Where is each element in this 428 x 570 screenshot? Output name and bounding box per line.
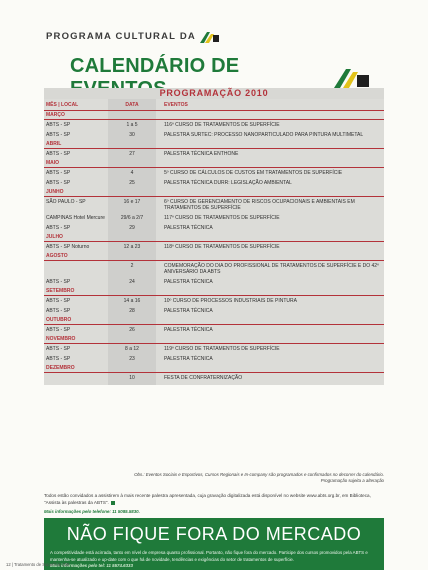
row-local: ABTS - SP — [46, 346, 71, 352]
phone-info: Mais informações pelo telefone: 11 5085.5830. — [44, 509, 140, 514]
row-event: PALESTRA TÉCNICA — [164, 225, 213, 231]
month-heading: MARÇO — [44, 111, 384, 120]
row-event: 10º CURSO DE PROCESSOS INDUSTRIAIS DE PINTURA — [164, 298, 297, 304]
month-heading: SETEMBRO — [44, 287, 384, 296]
row-local: ABTS - SP Noturno — [46, 244, 90, 250]
invite-body: Todos estão convidados a assistirem à mais recente palestra apresentada, cuja gravação digitalizada está disponível no website www.abts.org.br, em Biblioteca, "Assista às palestras da ABTS". — [44, 493, 371, 505]
row-date: 28 — [129, 308, 135, 314]
promo-box — [44, 518, 384, 570]
row-local: ABTS - SP — [46, 180, 71, 186]
promo-phone: Mais informações pelo tel: 11 5574.6333 — [50, 563, 133, 568]
month-heading: AGOSTO — [44, 252, 384, 261]
program-header — [46, 30, 220, 42]
page-footer: 12 | Tratamento de Superfície 159 — [6, 562, 70, 567]
month-heading: NOVEMBRO — [44, 335, 384, 344]
row-local: ABTS - SP — [46, 170, 71, 176]
col-header-local: MÊS | LOCAL — [46, 101, 79, 108]
row-local: ABTS - SP — [46, 327, 71, 333]
row-local: ABTS - SP — [46, 122, 71, 128]
row-date: 16 e 17 — [123, 199, 141, 205]
row-event: PALESTRA TÉCNICA — [164, 327, 213, 333]
month-heading: DEZEMBRO — [44, 364, 384, 373]
table-row — [44, 261, 384, 277]
table-row — [44, 242, 384, 252]
row-event: PALESTRA TÉCNICA — [164, 356, 213, 362]
row-date: 12 a 23 — [123, 244, 141, 250]
row-event: FESTA DE CONFRATERNIZAÇÃO — [164, 375, 243, 381]
month-heading: ABRIL — [44, 140, 384, 149]
month-heading: MAIO — [44, 159, 384, 168]
row-date: 25 — [129, 180, 135, 186]
row-event: 6º CURSO DE GERENCIAMENTO DE RISCOS OCUPACIONAIS E AMBIENTAIS EM TRATAMENTOS DE SUPERFÍCIE — [164, 199, 355, 211]
row-event: PALESTRA TÉCNICA — [164, 279, 213, 285]
program-label: PROGRAMA CULTURAL DA — [46, 30, 196, 42]
abts-logo-icon — [334, 68, 370, 88]
table-row — [44, 197, 384, 213]
row-local: SÃO PAULO - SP — [46, 199, 86, 205]
row-event: 116º CURSO DE TRATAMENTOS DE SUPERFÍCIE — [164, 122, 280, 128]
table-row — [44, 325, 384, 335]
table-row — [44, 149, 384, 159]
table-row — [44, 277, 384, 287]
row-event: PALESTRA TÉCNICA ENTHONE — [164, 151, 239, 157]
col-header-date: DATA — [125, 101, 139, 108]
row-date: 23 — [129, 356, 135, 362]
table-row — [44, 223, 384, 233]
row-date: 4 — [130, 170, 134, 176]
row-date: 2 — [130, 263, 134, 269]
table-row — [44, 213, 384, 223]
row-local: ABTS - SP — [46, 298, 71, 304]
table-row — [44, 344, 384, 354]
table-row — [44, 168, 384, 178]
table-row — [44, 296, 384, 306]
table-header — [44, 99, 384, 111]
row-date: 8 a 12 — [125, 346, 139, 352]
notes — [44, 472, 384, 484]
promo-body: A competitividade está acirrada, tanto em nível de empresa quanto profissional. Portanto, não fique fora do mercado. Participe dos cursos promovidos pela ABTS e mantenha-se atualizado e up-date com o que há de novidade, tendências e exigências do setor de tratamentos de superfície. — [50, 550, 368, 562]
row-date: 27 — [129, 151, 135, 157]
row-local: ABTS - SP — [46, 356, 71, 362]
abts-logo-icon — [200, 30, 220, 42]
row-date: 29 — [129, 225, 135, 231]
table-row — [44, 178, 384, 188]
table-row — [44, 354, 384, 364]
row-local: ABTS - SP — [46, 225, 71, 231]
row-event: PALESTRA TÉCNICA — [164, 308, 213, 314]
table-row — [44, 306, 384, 316]
row-local: ABTS - SP — [46, 151, 71, 157]
program-title: PROGRAMAÇÃO 2010 — [44, 88, 384, 99]
month-heading: OUTUBRO — [44, 316, 384, 325]
row-date: 10 — [129, 375, 135, 381]
row-local: CAMPINAS Hotel Mercure — [46, 215, 105, 221]
table-body — [44, 99, 384, 385]
row-event: PALESTRA SURTEC: PROCESSO NANOPARTICULADO PARA PINTURA MULTIMETAL — [164, 132, 364, 138]
row-date: 29/6 a 2/7 — [120, 215, 144, 221]
events-table — [44, 88, 384, 385]
invite-text — [44, 492, 384, 506]
row-local: ABTS - SP — [46, 132, 71, 138]
col-header-events: EVENTOS — [164, 101, 188, 108]
row-event: 5º CURSO DE CÁLCULOS DE CUSTOS EM TRATAMENTOS DE SUPERFÍCIE — [164, 170, 343, 176]
row-local: ABTS - SP — [46, 279, 71, 285]
table-row — [44, 130, 384, 140]
table-row — [44, 120, 384, 130]
notes-line-2: Programação sujeita a alteração — [320, 478, 384, 483]
row-event: 119º CURSO DE TRATAMENTOS DE SUPERFÍCIE — [164, 346, 280, 352]
row-date: 24 — [129, 279, 135, 285]
row-date: 1 a 5 — [126, 122, 138, 128]
row-date: 30 — [129, 132, 135, 138]
row-event: 118º CURSO DE TRATAMENTOS DE SUPERFÍCIE — [164, 244, 280, 250]
notes-line-1: Obs.: Eventos Sociais e Esportivos, Cursos Regionais e In-company são programados e confirmados no decorrer do calendário. — [134, 472, 384, 477]
month-heading: JUNHO — [44, 188, 384, 197]
row-date: 26 — [129, 327, 135, 333]
promo-headline: NÃO FIQUE FORA DO MERCADO — [66, 524, 362, 544]
row-event: COMEMORAÇÃO DO DIA DO PROFISSIONAL DE TRATAMENTOS DE SUPERFÍCIE E DO 42º ANIVERSÁRIO DA ABTS — [164, 263, 379, 275]
table-row — [44, 373, 384, 383]
bullet-square-icon — [111, 501, 115, 505]
month-heading: JULHO — [44, 233, 384, 242]
title-text: CALENDÁRIO DE — [70, 55, 240, 77]
row-date: 14 a 16 — [123, 298, 141, 304]
row-event: PALESTRA TÉCNICA DURR: LEGISLAÇÃO AMBIENTAL — [164, 180, 292, 186]
row-event: 117º CURSO DE TRATAMENTOS DE SUPERFÍCIE — [164, 215, 280, 221]
row-local: ABTS - SP — [46, 308, 71, 314]
